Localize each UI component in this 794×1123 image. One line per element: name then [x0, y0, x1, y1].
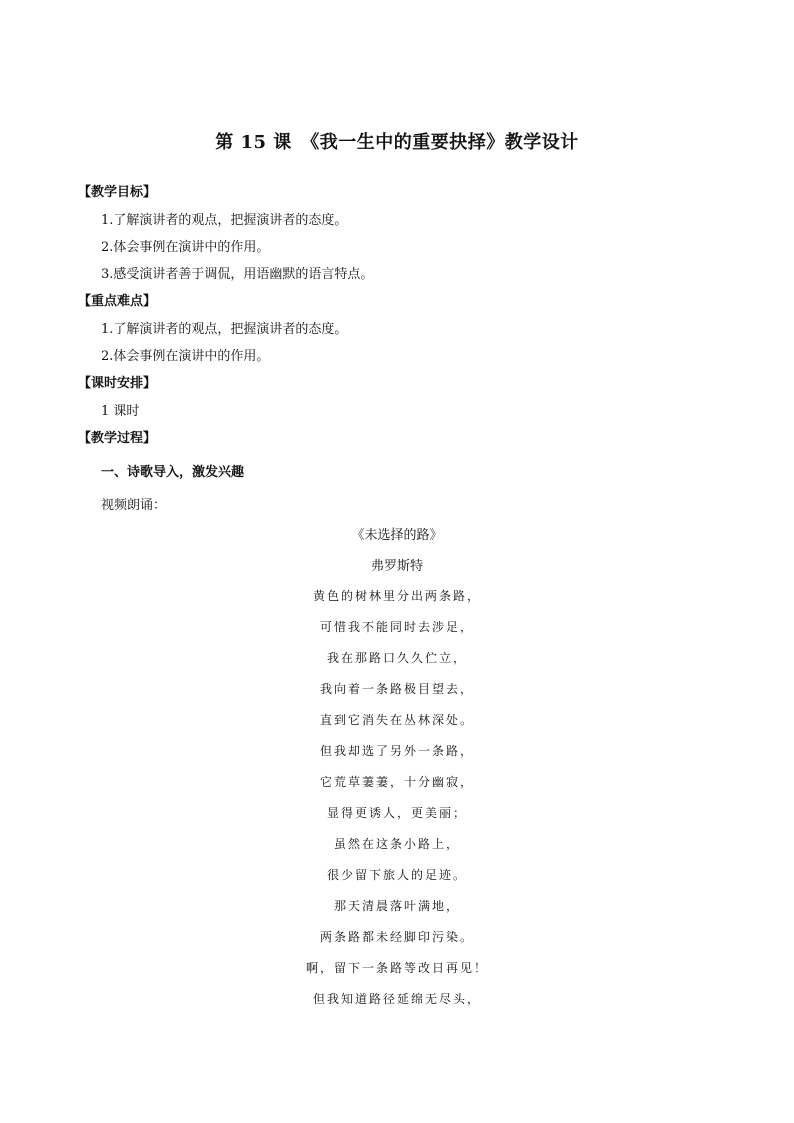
- schedule-item: 1 课时: [101, 404, 140, 419]
- poem-line: 很少留下旅人的足迹。: [326, 868, 467, 882]
- poem-title: 《未选择的路》: [351, 528, 443, 543]
- poem-line: 但我知道路径延绵无尽头，: [312, 992, 481, 1006]
- section-heading-objectives: 【教学目标】: [78, 185, 157, 200]
- poem-line: 可惜我不能同时去涉足，: [319, 620, 474, 634]
- section-heading-key-points: 【重点难点】: [78, 294, 157, 309]
- poem-line: 黄色的树林里分出两条路，: [312, 589, 481, 603]
- objective-item: 2.体会事例在演讲中的作用。: [101, 240, 270, 255]
- key-point-item: 2.体会事例在演讲中的作用。: [101, 349, 270, 364]
- section-heading-process: 【教学过程】: [78, 431, 157, 446]
- section-heading-schedule: 【课时安排】: [78, 376, 157, 391]
- poem-author: 弗罗斯特: [370, 559, 423, 574]
- key-point-item: 1.了解演讲者的观点，把握演讲者的态度。: [101, 322, 348, 337]
- poem-line: 显得更诱人，更美丽；: [326, 806, 467, 820]
- document-title: 第 15 课 《我一生中的重要抉择》教学设计: [215, 132, 579, 153]
- poem-line: 它荒草萋萋，十分幽寂，: [319, 775, 474, 789]
- poem-line: 虽然在这条小路上，: [333, 837, 460, 851]
- poem-line: 直到它消失在丛林深处。: [319, 713, 474, 727]
- objective-item: 1.了解演讲者的观点，把握演讲者的态度。: [101, 213, 348, 228]
- poem-line: 但我却选了另外一条路，: [319, 744, 474, 758]
- poem-line: 我向着一条路极目望去，: [319, 682, 474, 696]
- poem-line: 啊，留下一条路等改日再见！: [305, 961, 488, 975]
- poem-line: 我在那路口久久伫立，: [326, 651, 467, 665]
- objective-item: 3.感受演讲者善于调侃，用语幽默的语言特点。: [101, 267, 374, 282]
- process-intro-text: 视频朗诵：: [101, 498, 167, 513]
- poem-line: 两条路都未经脚印污染。: [319, 930, 474, 944]
- process-step-heading: 一、诗歌导入，激发兴趣: [101, 465, 245, 480]
- poem-line: 那天清晨落叶满地，: [333, 899, 460, 913]
